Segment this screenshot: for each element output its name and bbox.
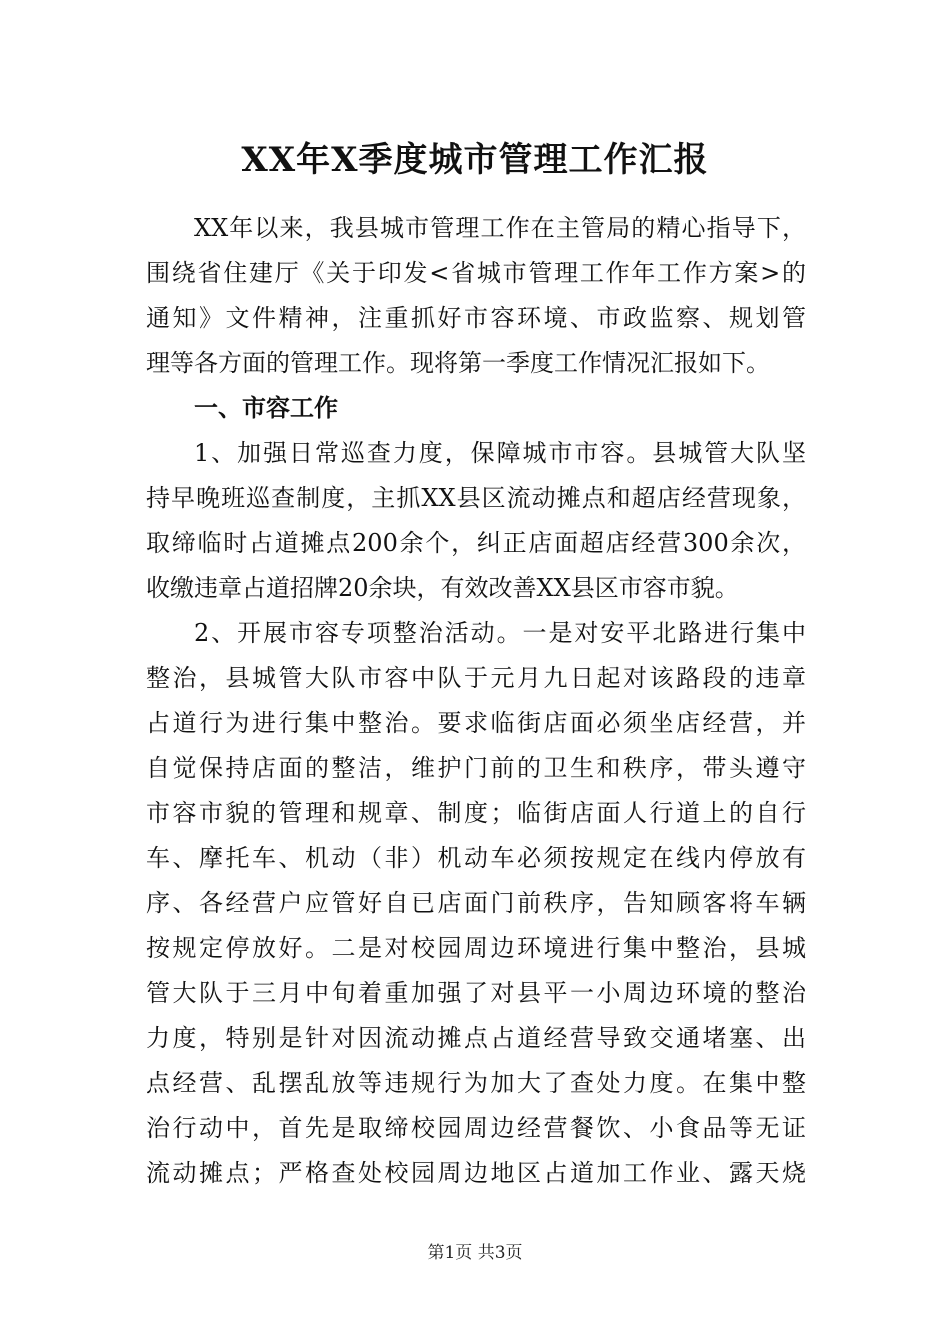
paragraph-line: 通知》文件精神，注重抓好市容环境、市政监察、规划管: [146, 304, 806, 332]
page-footer: 第1页 共3页: [427, 1243, 523, 1263]
paragraph-line: 整治，县城管大队市容中队于元月九日起对该路段的违章: [146, 664, 806, 692]
paragraph-line: 2、开展市容专项整治活动。一是对安平北路进行集中: [194, 619, 806, 647]
paragraph-line: 序、各经营户应管好自已店面门前秩序，告知顾客将车辆: [146, 889, 806, 917]
paragraph-line: 1、加强日常巡查力度，保障城市市容。县城管大队坚: [194, 439, 806, 467]
section-heading: 一、市容工作: [194, 394, 338, 422]
document-title: XX年X季度城市管理工作汇报: [241, 140, 709, 180]
paragraph-line: 占道行为进行集中整治。要求临街店面必须坐店经营，并: [146, 709, 806, 737]
paragraph-line: 流动摊点；严格查处校园周边地区占道加工作业、露天烧: [146, 1159, 806, 1187]
paragraph-line: 持早晚班巡查制度，主抓XX县区流动摊点和超店经营现象，: [146, 484, 806, 512]
paragraph-line: 车、摩托车、机动（非）机动车必须按规定在线内停放有: [146, 844, 806, 872]
paragraph-line: 自觉保持店面的整洁，维护门前的卫生和秩序，带头遵守: [146, 754, 806, 782]
paragraph-line: 按规定停放好。二是对校园周边环境进行集中整治，县城: [146, 934, 806, 962]
paragraph-line: 管大队于三月中旬着重加强了对县平一小周边环境的整治: [146, 979, 806, 1007]
paragraph-line: 取缔临时占道摊点200余个，纠正店面超店经营300余次，: [146, 529, 806, 557]
paragraph-line: 围绕省住建厅《关于印发<省城市管理工作年工作方案>的: [146, 259, 806, 287]
paragraph-line: 市容市貌的管理和规章、制度；临街店面人行道上的自行: [146, 799, 806, 827]
paragraph-line: 收缴违章占道招牌20余块，有效改善XX县区市容市貌。: [146, 574, 739, 602]
paragraph-line: 力度，特别是针对因流动摊点占道经营导致交通堵塞、出: [146, 1024, 806, 1052]
paragraph-line: 治行动中，首先是取缔校园周边经营餐饮、小食品等无证: [146, 1114, 806, 1142]
paragraph-line: XX年以来，我县城市管理工作在主管局的精心指导下，: [194, 214, 806, 242]
paragraph-line: 理等各方面的管理工作。现将第一季度工作情况汇报如下。: [146, 349, 770, 377]
paragraph-line: 点经营、乱摆乱放等违规行为加大了查处力度。在集中整: [146, 1069, 806, 1097]
